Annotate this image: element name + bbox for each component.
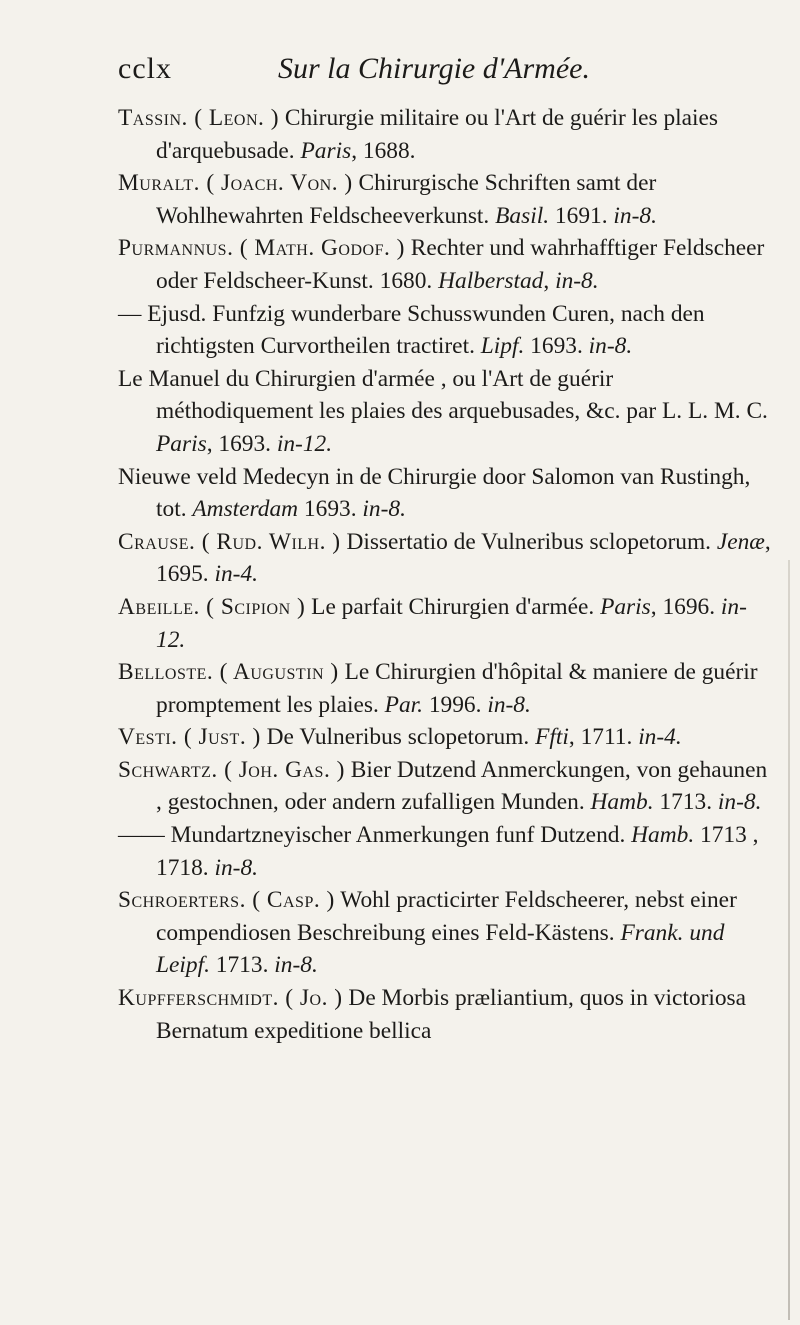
entry-title: Funfzig wunderbare Schusswunden Curen, nach den richtigsten Curvortheilen tractiret. bbox=[156, 300, 705, 360]
entry-author: Schroerters. ( Casp. ) bbox=[118, 887, 335, 914]
bibliography-entry bbox=[118, 754, 773, 819]
entry-place: Hamb. bbox=[590, 789, 654, 816]
entry-format: in-8. bbox=[613, 202, 657, 229]
entry-title: De Vulneribus sclopetorum. bbox=[260, 724, 536, 751]
entry-date: 1996. bbox=[423, 691, 488, 718]
entry-title: Wohl practicirter Feldscheerer, nebst einer compendiosen Beschreibung eines Feld-Kästens. bbox=[156, 887, 737, 946]
entry-author: — Ejusd. bbox=[118, 300, 207, 327]
entry-date: , 1696. bbox=[650, 593, 721, 620]
entry-title: —— Mundartzneyischer Anmerkungen funf Dutzend. bbox=[118, 822, 632, 849]
bibliography-entry bbox=[118, 982, 773, 1047]
bibliography-entry bbox=[118, 298, 773, 363]
entry-format: in-4. bbox=[638, 724, 682, 751]
entry-place: Frank. und Leipf. bbox=[156, 919, 725, 979]
entry-date: , 1695. bbox=[156, 528, 771, 588]
entry-place: Lipf. bbox=[480, 333, 525, 360]
entry-title: De Morbis præliantium, quos in victoriosa Bernatum expeditione bellica bbox=[156, 985, 747, 1044]
bibliography-entry bbox=[118, 819, 773, 884]
entry-author: Muralt. ( Joach. Von. ) bbox=[118, 170, 353, 197]
entry-place: Amsterdam bbox=[192, 496, 299, 523]
entry-date: 1691. bbox=[549, 202, 614, 229]
entry-title: Rechter und wahrhafftiger Feldscheer oder Feldscheer-Kunst. 1680. bbox=[156, 235, 765, 294]
entry-title: Le Manuel du Chirurgien d'armée , ou l'Art de guérir méthodiquement les plaies des arquebusades, &c. par L. L. M. C. bbox=[118, 365, 768, 425]
entry-place: Ffti bbox=[535, 724, 569, 751]
entry-format: in-8. bbox=[588, 333, 633, 360]
entry-place: Jenæ bbox=[716, 528, 765, 555]
entry-format: in-8. bbox=[717, 789, 762, 816]
entry-format: in-8. bbox=[274, 952, 318, 979]
entry-author: Belloste. ( Augustin ) bbox=[118, 659, 339, 686]
entry-format: in-8. bbox=[214, 854, 259, 881]
entry-format: in-12. bbox=[276, 430, 333, 457]
page-header bbox=[118, 52, 678, 92]
entry-author: Purmannus. ( Math. Godof. ) bbox=[118, 235, 405, 262]
entry-place: Paris bbox=[300, 137, 352, 164]
entry-format: in-8. bbox=[362, 496, 406, 523]
entry-title: Chirurgie militaire ou l'Art de guérir les plaies d'arquebusade. bbox=[156, 105, 719, 164]
bibliography-entry bbox=[118, 363, 773, 461]
entry-place: Hamb. bbox=[631, 822, 695, 849]
entry-place: Par. bbox=[384, 691, 423, 718]
entry-title: Le parfait Chirurgien d'armée. bbox=[305, 593, 601, 620]
entry-date: 1713 , 1718. bbox=[156, 822, 759, 881]
entry-place: Paris bbox=[600, 593, 651, 620]
bibliography-list bbox=[118, 102, 773, 1047]
page-number: cclx bbox=[118, 52, 172, 85]
entry-title: Bier Dutzend Anmerckungen, von gehaunen , gestochnen, oder andern zufalligen Munden. bbox=[156, 756, 768, 816]
bibliography-entry bbox=[118, 656, 773, 721]
entry-format: in-8. bbox=[487, 691, 531, 718]
bibliography-entry bbox=[118, 721, 773, 754]
entry-author: Abeille. ( Scipion ) bbox=[118, 593, 306, 620]
bibliography-entry bbox=[118, 884, 773, 982]
entry-format: in-4. bbox=[214, 561, 259, 588]
bibliography-entry bbox=[118, 591, 773, 656]
entry-author: Crause. ( Rud. Wilh. ) bbox=[118, 528, 341, 555]
entry-format: in-12. bbox=[156, 593, 747, 653]
bibliography-entry bbox=[118, 232, 773, 297]
entry-title: Chirurgische Schriften samt der Wohlhewahrten Feldscheeverkunst. bbox=[156, 170, 657, 229]
entry-date: , 1693. bbox=[206, 430, 277, 457]
entry-place: Basil. bbox=[495, 202, 550, 229]
running-title: Sur la Chirurgie d'Armée. bbox=[278, 52, 590, 85]
bibliography-entry bbox=[118, 102, 773, 167]
entry-date: 1693. bbox=[298, 496, 363, 523]
entry-date: , 1688. bbox=[351, 137, 416, 164]
entry-date: , 1711. bbox=[568, 724, 639, 751]
entry-author: Schwartz. ( Joh. Gas. ) bbox=[118, 756, 345, 783]
entry-title: Dissertatio de Vulneribus sclopetorum. bbox=[340, 528, 717, 555]
entry-place: Halberstad bbox=[438, 267, 544, 294]
entry-date: 1713. bbox=[653, 789, 718, 816]
bibliography-entry bbox=[118, 167, 773, 232]
entry-date: 1713. bbox=[209, 952, 275, 979]
bibliography-entry bbox=[118, 526, 773, 591]
entry-title: Le Chirurgien d'hôpital & maniere de guérir promptement les plaies. bbox=[156, 659, 758, 718]
entry-date: 1693. bbox=[524, 333, 589, 360]
entry-place: Paris bbox=[156, 430, 207, 457]
bibliography-entry bbox=[118, 461, 773, 526]
entry-author: Kupfferschmidt. ( Jo. ) bbox=[118, 985, 343, 1012]
entry-author: Vesti. ( Just. ) bbox=[118, 724, 261, 751]
page-edge-shadow bbox=[788, 560, 790, 1320]
entry-format: in-8. bbox=[555, 267, 599, 294]
entry-author: Tassin. ( Leon. ) bbox=[118, 105, 280, 131]
entry-title: Nieuwe veld Medecyn in de Chirurgie door Salomon van Rustingh, tot. bbox=[118, 463, 751, 523]
entry-date: , bbox=[543, 267, 556, 294]
